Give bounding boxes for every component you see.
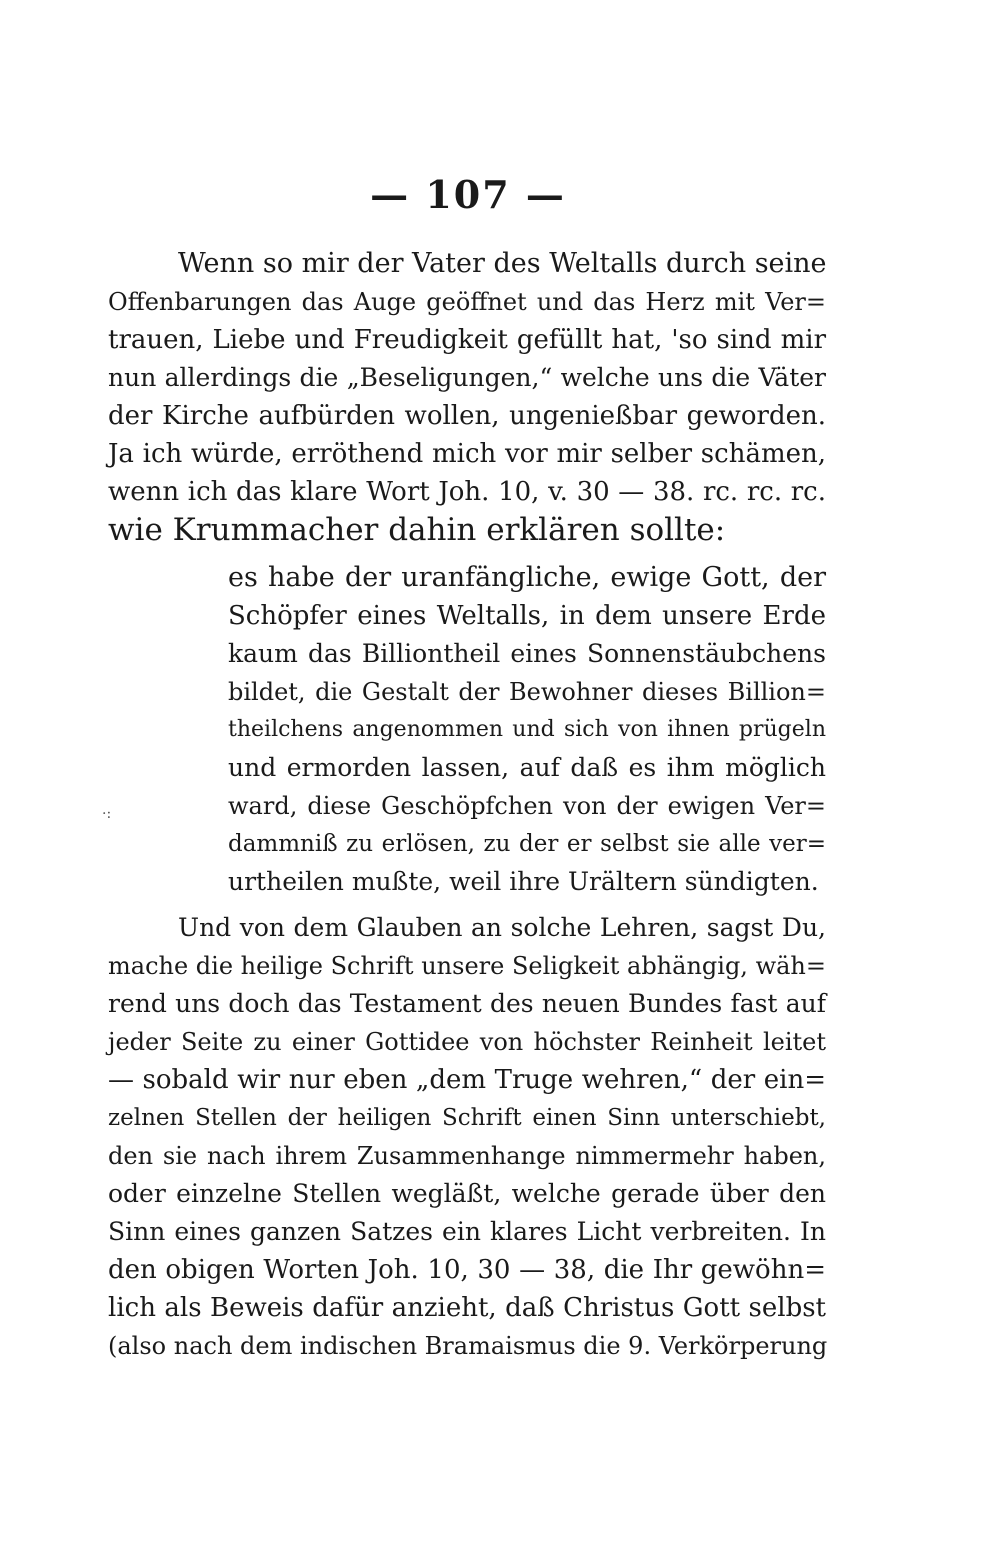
text-line: wie Krummacher dahin erklären sollte: (108, 512, 726, 548)
stray-mark: ·: (102, 806, 112, 822)
text-line: — sobald wir nur eben „dem Truge wehren,“ der ein= (108, 1065, 826, 1095)
text-line: rend uns doch das Testament des neuen Bundes fast auf (108, 989, 826, 1018)
quote-line: ward, diese Geschöpfchen von der ewigen Ver= (228, 792, 826, 820)
text-line: oder einzelne Stellen wegläßt, welche gerade über den (108, 1179, 826, 1208)
text-line: Und von dem Glauben an solche Lehren, sagst Du, (178, 913, 826, 942)
page-number: — 107 — (370, 172, 566, 217)
text-line: trauen, Liebe und Freudigkeit gefüllt hat, 'so sind mir (108, 325, 826, 355)
quote-line: kaum das Billiontheil eines Sonnenstäubchens (228, 639, 826, 668)
text-line: Ja ich würde, erröthend mich vor mir selber schämen, (108, 439, 826, 469)
text-line: (also nach dem indischen Bramaismus die 9. Verkörperung (108, 1332, 828, 1360)
text-line: nun allerdings die „Beseligungen,“ welche uns die Väter (108, 363, 826, 392)
quote-line: Schöpfer eines Weltalls, in dem unsere Erde (228, 601, 826, 631)
quote-line: bildet, die Gestalt der Bewohner dieses Billion= (228, 678, 826, 706)
text-line: den obigen Worten Joh. 10, 30 — 38, die Ihr gewöhn= (108, 1255, 826, 1285)
quote-line: urtheilen mußte, weil ihre Urältern sündigten. (228, 867, 819, 896)
text-line: der Kirche aufbürden wollen, ungenießbar geworden. (108, 401, 826, 431)
quote-line: es habe der uranfängliche, ewige Gott, der (228, 562, 826, 593)
text-line: Wenn so mir der Vater des Weltalls durch seine (178, 248, 827, 279)
text-line: jeder Seite zu einer Gottidee von höchster Reinheit leitet (108, 1028, 826, 1056)
quote-line: dammniß zu erlösen, zu der er selbst sie alle ver= (228, 831, 826, 857)
text-line: Offenbarungen das Auge geöffnet und das Herz mit Ver= (108, 288, 826, 316)
text-line: zelnen Stellen der heiligen Schrift einen Sinn unterschiebt, (108, 1105, 826, 1131)
text-line: den sie nach ihrem Zusammenhange nimmermehr haben, (108, 1142, 826, 1170)
text-line: wenn ich das klare Wort Joh. 10, v. 30 — 38. rc. rc. rc. (108, 477, 826, 507)
text-line: lich als Beweis dafür anzieht, daß Christus Gott selbst (108, 1293, 826, 1323)
quote-line: und ermorden lassen, auf daß es ihm möglich (228, 753, 826, 782)
quote-line: theilchens angenommen und sich von ihnen prügeln (228, 717, 826, 742)
text-line: Sinn eines ganzen Satzes ein klares Licht verbreiten. In (108, 1217, 826, 1246)
text-line: mache die heilige Schrift unsere Seligkeit abhängig, wäh= (108, 952, 826, 980)
